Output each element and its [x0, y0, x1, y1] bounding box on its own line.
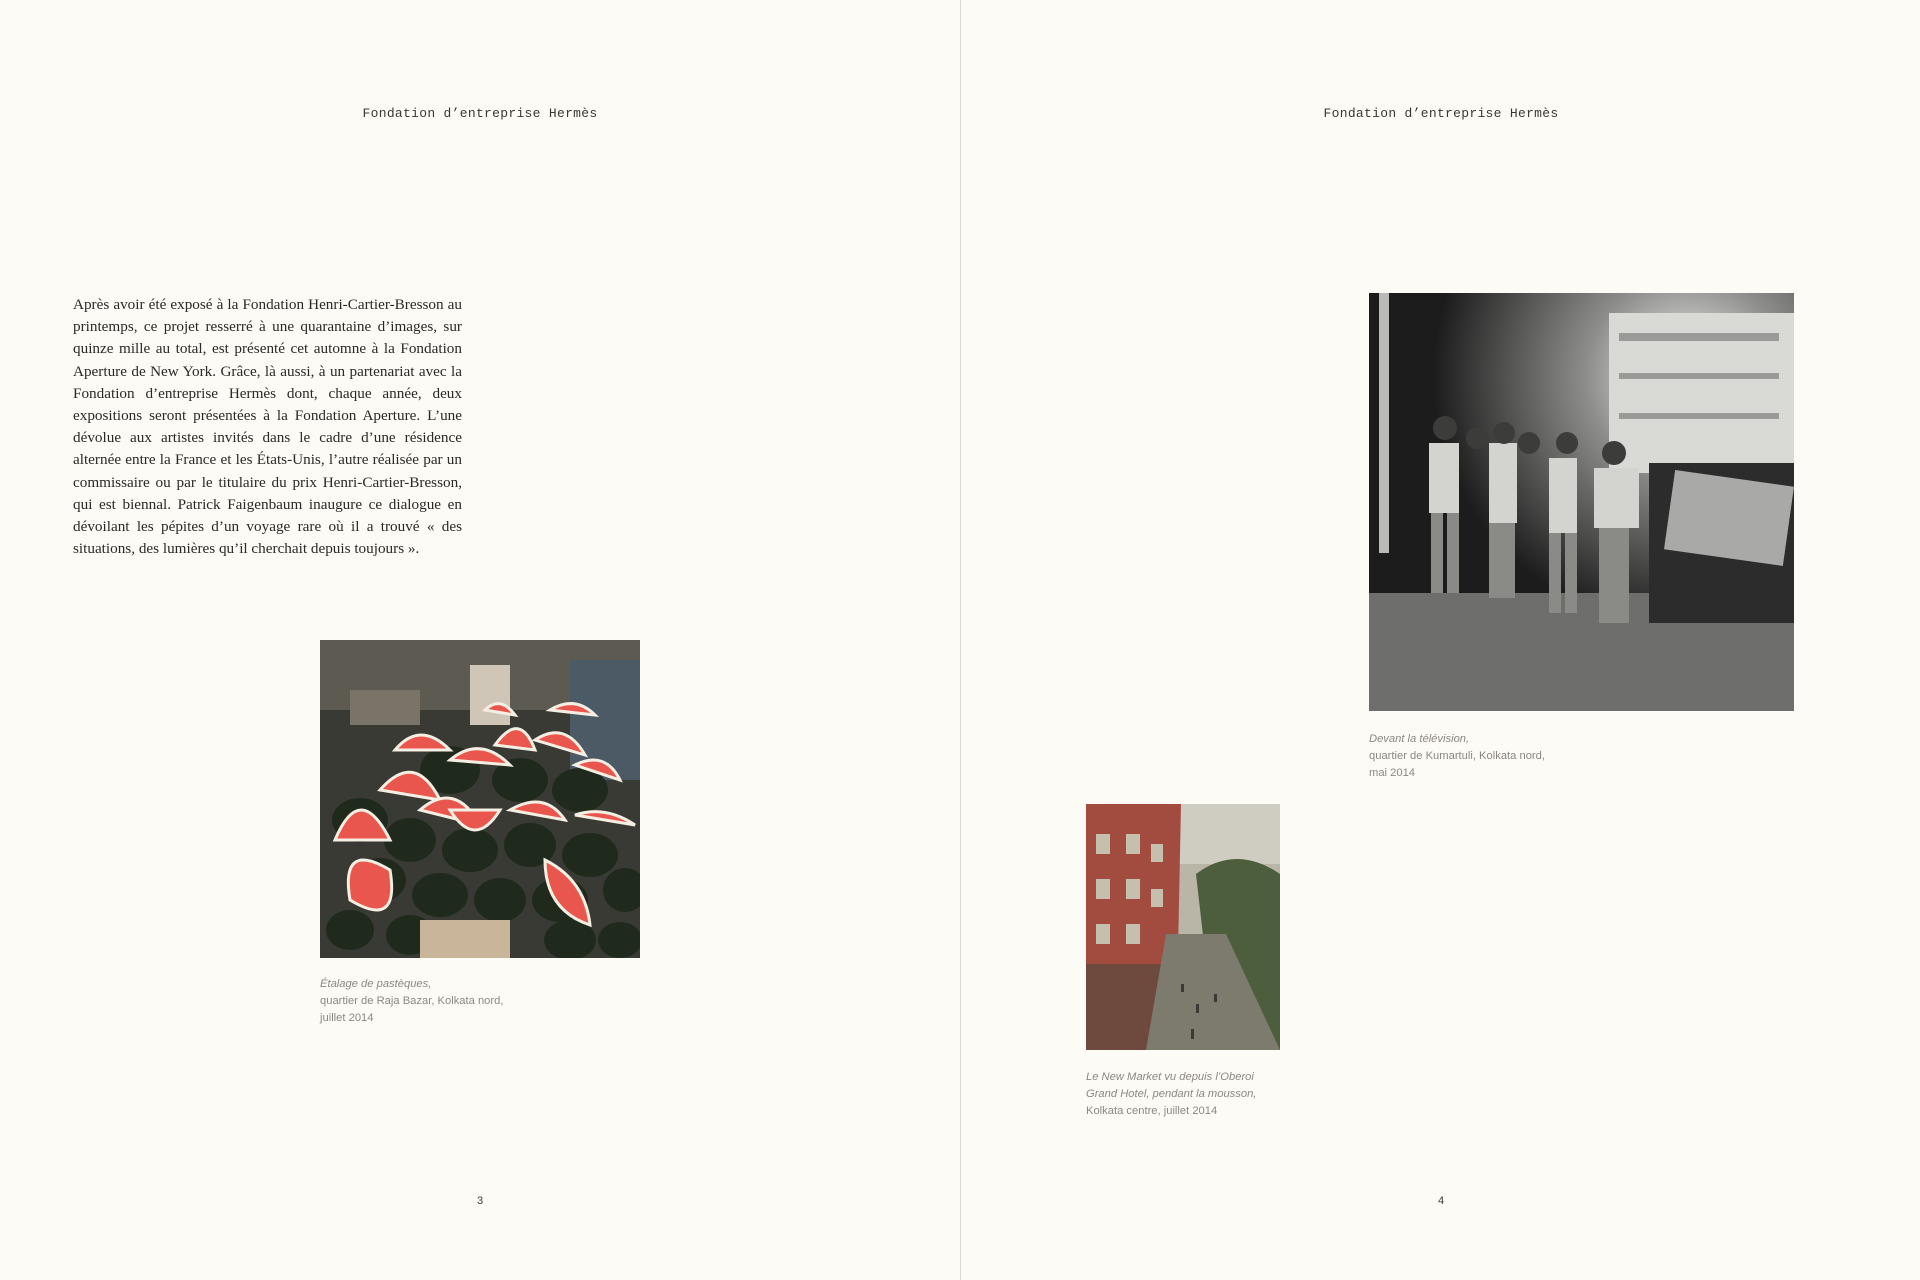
caption-date: mai 2014 [1369, 767, 1416, 779]
caption-location: quartier de Raja Bazar, Kolkata nord, [320, 995, 504, 1007]
caption-date: juillet 2014 [320, 1012, 374, 1024]
caption-title: Devant la télévision, [1369, 733, 1470, 745]
running-header: Fondation d’entreprise Hermès [362, 106, 598, 121]
page-number: 4 [1437, 1196, 1445, 1208]
caption-title: Le New Market vu depuis l’Oberoi [1086, 1071, 1254, 1083]
caption-subtitle: Grand Hotel, pendant la mousson, [1086, 1088, 1257, 1100]
watermelon-caption [320, 976, 620, 1027]
caption-title: Étalage de pastèques, [320, 978, 432, 990]
new-market-photo [1086, 804, 1280, 1050]
right-page [961, 0, 1920, 1280]
new-market-caption [1086, 1069, 1346, 1120]
television-caption [1369, 731, 1669, 782]
page-number: 3 [476, 1196, 484, 1208]
watermelon-photo [320, 640, 640, 958]
body-paragraph: Après avoir été exposé à la Fondation Henri-Cartier-Bresson au printemps, ce projet resserré à une quarantaine d’images, sur quinze mille au total, est présenté cet automne à la Fondation Aperture de New York. Grâce, là aussi, à un partenariat avec la Fondation d’entreprise Hermès dont, chaque année, deux expositions seront présentées à la Fondation Aperture. L’une dévolue aux artistes invités dans le cadre d’une résidence alternée entre la France et les États-Unis, l’autre réalisée par un commissaire ou par le titulaire du prix Henri-Cartier-Bresson, qui est biennal. Patrick Faigenbaum inaugure ce dialogue en dévoilant les pépites d’un voyage rare où il a trouvé « des situations, des lumières qu’il cherchait depuis toujours ». [73, 296, 462, 558]
running-header: Fondation d’entreprise Hermès [1323, 106, 1559, 121]
caption-location: quartier de Kumartuli, Kolkata nord, [1369, 750, 1545, 762]
television-photo [1369, 293, 1794, 711]
caption-date: Kolkata centre, juillet 2014 [1086, 1105, 1218, 1117]
